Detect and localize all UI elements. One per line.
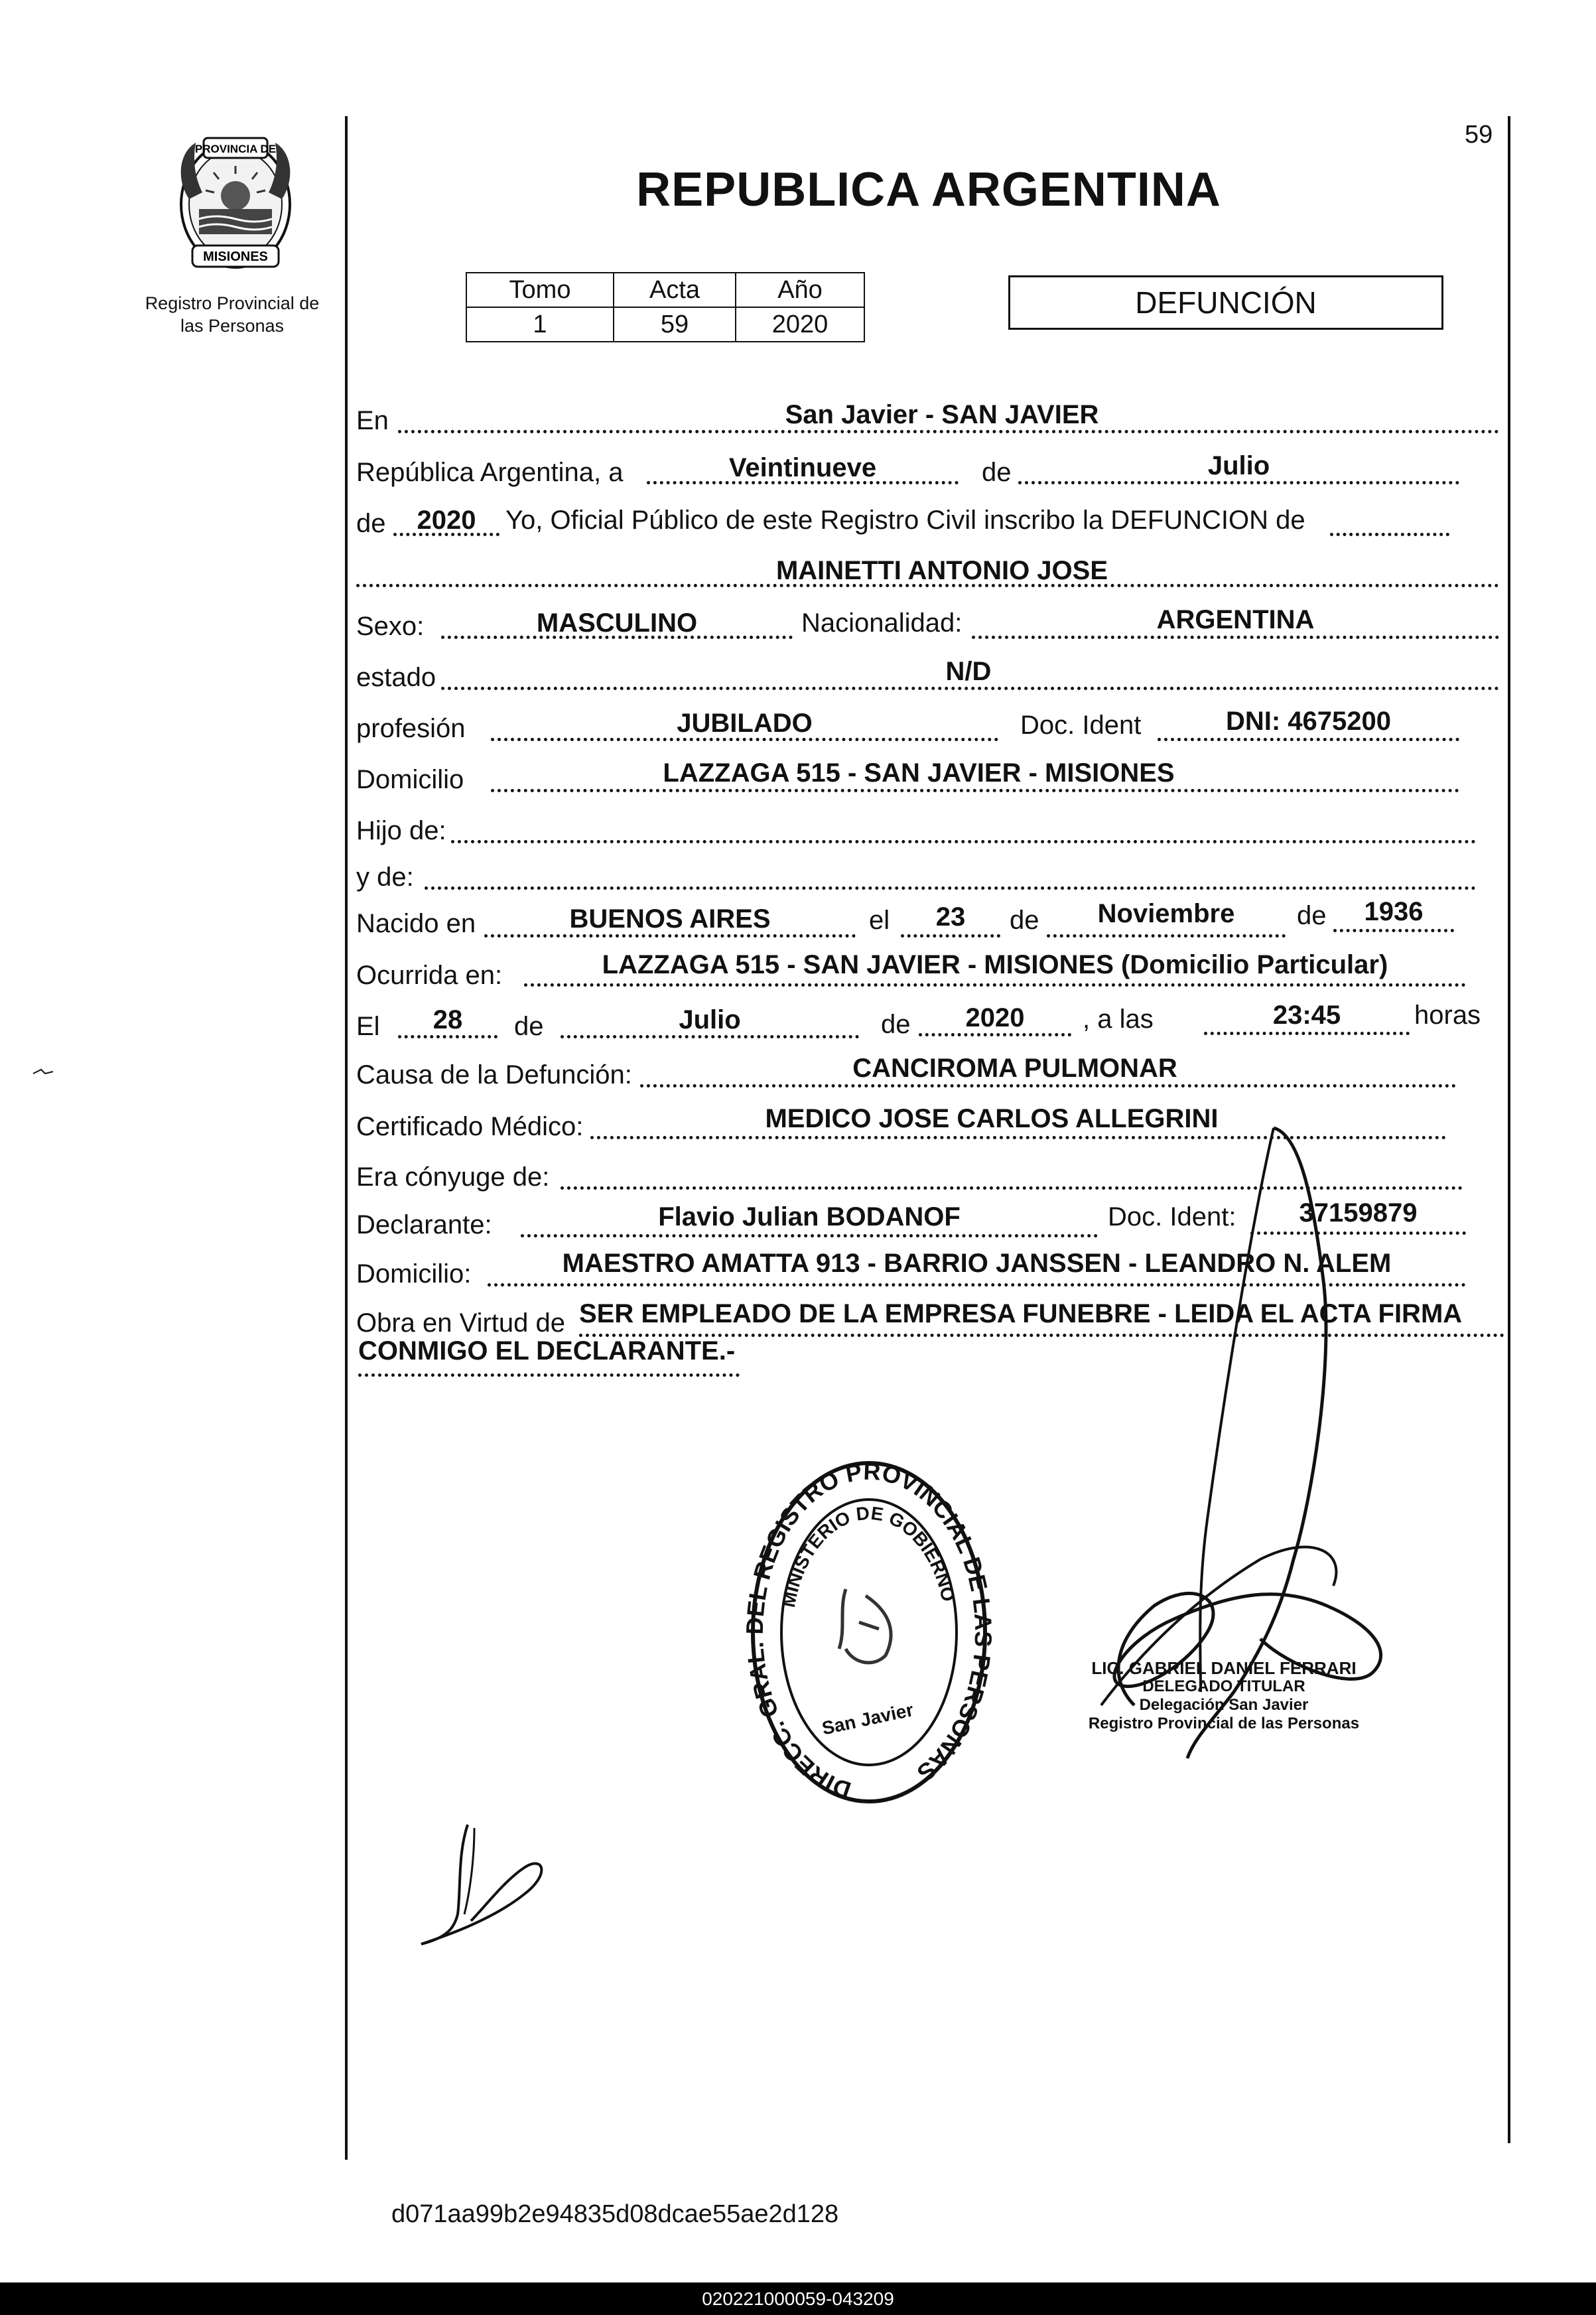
label-en: En [356,406,389,435]
label-causa: Causa de la Defunción: [356,1060,632,1089]
page-title: REPUBLICA ARGENTINA [636,163,1221,216]
svg-text:PROVINCIA DE: PROVINCIA DE [194,143,277,155]
value-dni: DNI: 4675200 [1225,707,1392,736]
label-el-cap: El [356,1012,380,1041]
label-declarante: Declarante: [356,1210,492,1239]
label-de: de [514,1012,544,1041]
svg-text:MISIONES: MISIONES [203,249,268,264]
label-nacido-en: Nacido en [356,909,476,938]
dotted-line [441,687,1499,690]
label-horas: horas [1414,1001,1481,1030]
label-profesion: profesión [356,714,466,743]
dotted-line [1204,1032,1410,1035]
signature-block-text: LIC. GABRIEL DANIEL FERRARI DELEGADO TITULAR Delegación San Javier Registro Provincial de las Personas [1088,1658,1360,1732]
registro-provincial-label: Registro Provincial de las Personas [145,293,320,336]
document-hash: d071aa99b2e94835d08dcae55ae2d128 [391,2200,839,2228]
label-de: de [356,509,386,538]
provincial-seal [163,126,308,279]
dotted-line [425,886,1476,890]
dotted-line [1018,481,1459,484]
signature-icon [411,1815,554,1947]
acta-header: Acta [614,273,736,307]
value-obra-line1: SER EMPLEADO DE LA EMPRESA FUNEBRE - LEIDA EL ACTA FIRMA [579,1299,1463,1328]
value-obra-line2: CONMIGO EL DECLARANTE.- [358,1336,736,1366]
value-domicilio: LAZZAGA 515 - SAN JAVIER - MISIONES [663,758,1175,788]
dotted-line [1330,533,1449,536]
value-declarante: Flavio Julian BODANOF [658,1202,961,1231]
label-doc-ident-2: Doc. Ident: [1108,1202,1236,1231]
label-el: el [869,906,890,935]
scan-mark [32,1067,54,1076]
label-de: de [1297,901,1327,930]
label-de: de [982,458,1012,487]
value-def-anio: 2020 [965,1003,1025,1032]
value-nacido-en: BUENOS AIRES [569,904,771,934]
value-causa: CANCIROMA PULMONAR [852,1054,1177,1083]
value-dia-letras: Veintinueve [728,453,877,482]
value-def-hora: 23:45 [1272,1001,1341,1030]
svg-text:MINISTERIO DE GOBIERNO: MINISTERIO DE GOBIERNO [777,1502,959,1610]
label-de: de [881,1010,911,1039]
acta-value: 59 [614,307,736,342]
official-stamp [746,1456,992,1808]
coat-of-arms-icon [163,126,308,279]
value-anio: 2020 [417,506,476,535]
value-def-dia: 28 [432,1005,463,1034]
value-sexo: MASCULINO [536,608,698,638]
right-margin-line [1508,116,1510,2143]
label-obra: Obra en Virtud de [356,1308,566,1338]
label-y-de: y de: [356,863,414,892]
anio-header: Año [736,273,864,307]
value-certificado: MEDICO JOSE CARLOS ALLEGRINI [765,1104,1219,1133]
value-nac-anio: 1936 [1364,897,1424,926]
svg-text:DIRECC. GRAL. DEL REGISTRO PRO: DIRECC. GRA L REGISTRO PROVINCIAL DE ERSONAS [746,1457,992,1805]
label-doc-ident: Doc. Ident [1020,711,1142,740]
anio-value: 2020 [736,307,864,342]
dotted-line [919,1033,1071,1036]
value-nombre: MAINETTI ANTONIO JOSE [775,556,1108,585]
value-lugar: San Javier - SAN JAVIER [785,400,1099,429]
stamp-icon [746,1456,992,1808]
label-domicilio: Domicilio [356,765,464,794]
value-profesion: JUBILADO [677,709,813,738]
value-declarante-doc: 37159879 [1299,1198,1418,1228]
dotted-line [561,1035,859,1038]
dotted-line [521,1234,1098,1237]
dotted-line [901,934,1000,938]
label-domicilio-2: Domicilio: [356,1259,472,1289]
dotted-line [640,1084,1456,1087]
declarant-signature [411,1815,554,1947]
dotted-line [491,789,1459,792]
label-a-las: , a las [1083,1005,1154,1034]
dotted-line [484,934,856,938]
svg-text:San Javier: San Javier [820,1699,915,1739]
value-def-mes: Julio [679,1005,741,1034]
tomo-value: 1 [466,307,614,342]
dotted-line [398,1035,498,1038]
label-estado: estado [356,663,436,692]
label-conyuge: Era cónyuge de: [356,1162,550,1192]
footer-code: 020221000059-043209 [702,2288,894,2309]
label-nacionalidad: Nacionalidad: [801,608,963,638]
label-yo: Yo, Oficial Público de este Registro Civil inscribo la DEFUNCION de [505,506,1305,535]
value-ocurrida-en: LAZZAGA 515 - SAN JAVIER - MISIONES (Domicilio Particular) [602,950,1388,979]
record-table [466,272,865,342]
value-mes: Julio [1207,451,1270,480]
left-margin-line [345,116,348,2160]
label-republica: República Argentina, a [356,458,624,487]
label-sexo: Sexo: [356,612,425,641]
dotted-line [524,983,1466,987]
dotted-line [398,430,1499,433]
label-de: de [1010,906,1039,935]
page-number: 59 [1465,121,1493,149]
dotted-line [451,840,1476,843]
tomo-header: Tomo [466,273,614,307]
value-nac-mes: Noviembre [1097,899,1235,928]
dotted-line [1333,929,1454,932]
dotted-line [358,1373,740,1377]
record-type-box: DEFUNCIÓN [1008,275,1443,330]
value-nacionalidad: ARGENTINA [1156,605,1315,634]
dotted-line [1158,738,1459,741]
value-declarante-domicilio: MAESTRO AMATTA 913 - BARRIO JANSSEN - LEANDRO N. ALEM [562,1249,1392,1278]
value-nac-dia: 23 [935,902,966,932]
dotted-line [1047,934,1286,938]
mark-icon [32,1067,54,1076]
label-ocurrida-en: Ocurrida en: [356,961,503,990]
dotted-line [972,636,1499,639]
label-hijo-de: Hijo de: [356,816,446,845]
label-certificado: Certificado Médico: [356,1112,584,1141]
value-estado: N/D [945,657,992,686]
